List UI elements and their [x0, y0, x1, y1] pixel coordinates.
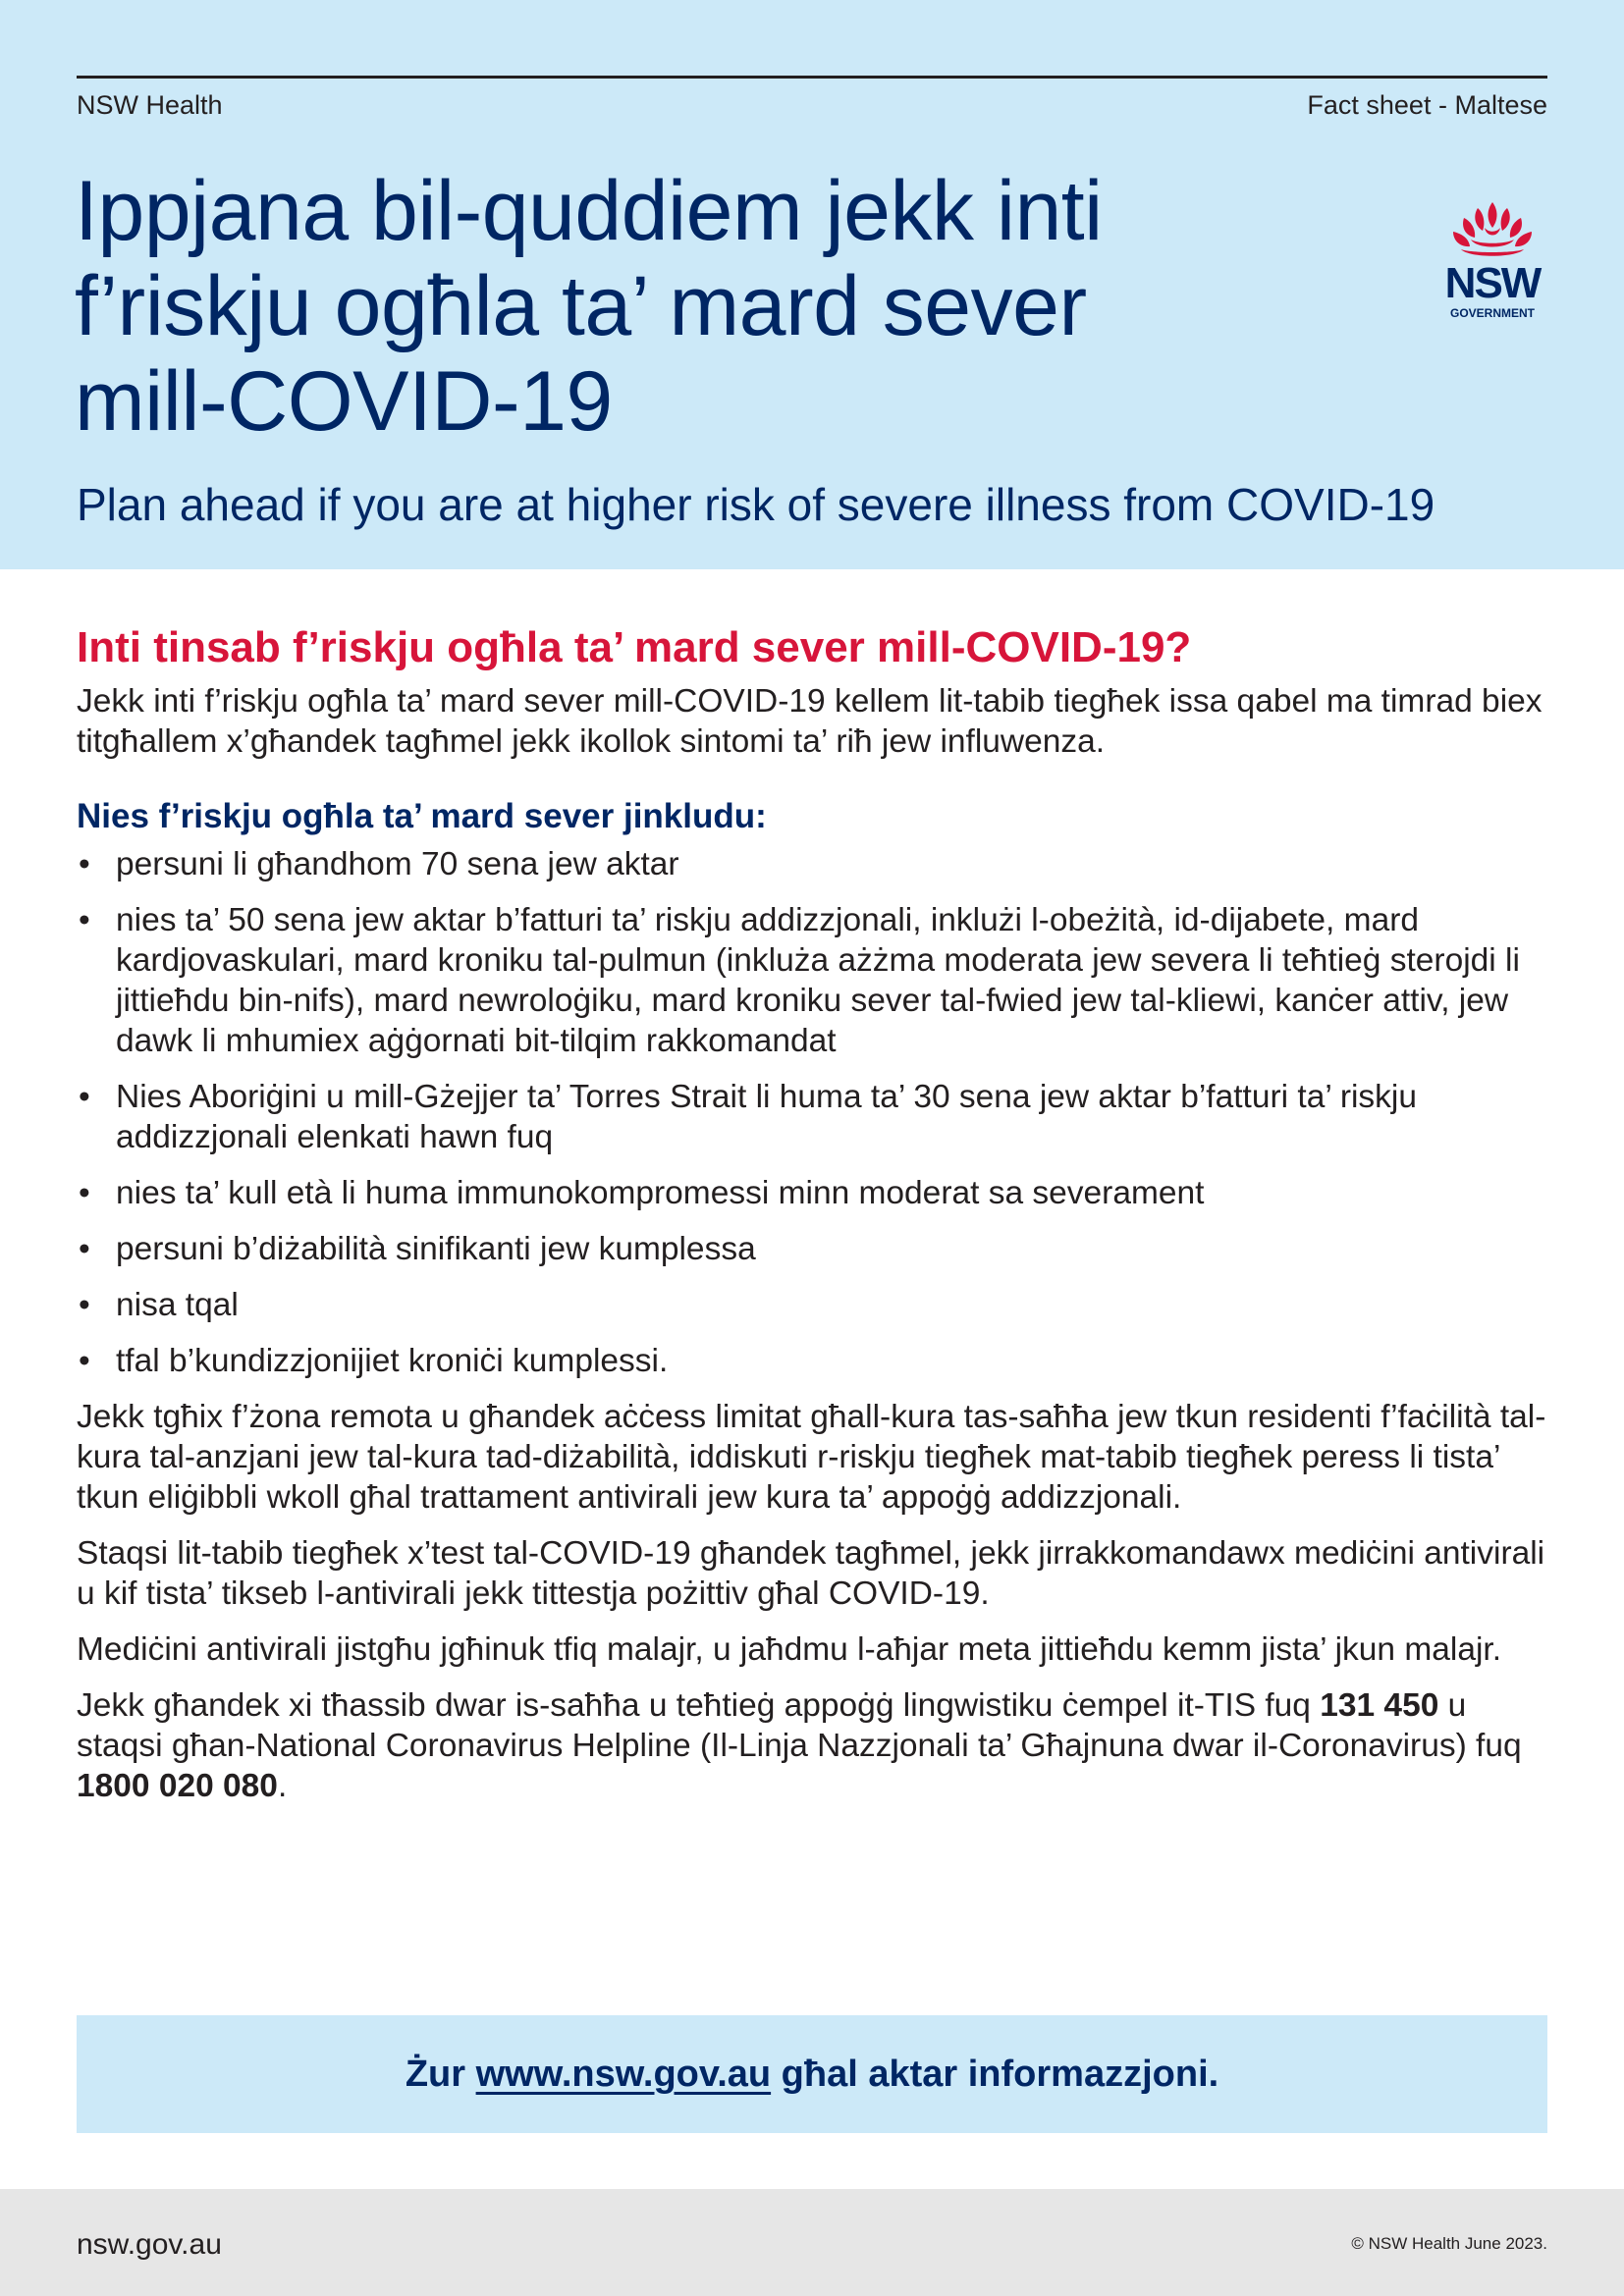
more-info-banner — [77, 2015, 1547, 2133]
list-item — [77, 900, 1549, 1061]
main-content — [77, 620, 1549, 1806]
header-divider — [77, 76, 1547, 79]
page-title — [75, 164, 1351, 450]
list-item — [77, 1341, 1549, 1381]
list-item — [77, 1173, 1549, 1213]
nsw-government-logo — [1432, 196, 1553, 334]
title-line-2: f’riskju ogħla ta’ mard sever — [75, 259, 1087, 353]
header-banner — [0, 0, 1624, 569]
bullet-icon: • — [79, 1287, 90, 1323]
help-text-part-2: u staqsi għan-National Coronavirus Helpline (Il-Linja Nazzjonali ta’ Għajnuna dwar il-Coronavirus) fuq — [77, 1687, 1522, 1764]
page-subtitle: Plan ahead if you are at higher risk of severe illness from COVID-19 — [77, 479, 1435, 530]
ask-doctor-paragraph: Staqsi lit-tabib tiegħek x’test tal-COVID-19 għandek tagħmel, jekk jirrakkomandawx mediċini antivirali u kif tista’ tikseb l-antivirali jekk tittestja pożittiv għal COVID-19. — [77, 1535, 1545, 1612]
list-item-text: nies ta’ kull età li huma immunokompromessi minn moderat sa severament — [116, 1175, 1205, 1211]
list-item-text: persuni b’diżabilità sinifikanti jew kumplessa — [116, 1231, 756, 1267]
bullet-icon: • — [79, 1231, 90, 1267]
help-text-part-1: Jekk għandek xi tħassib dwar is-saħħa u teħtieġ appoġġ lingwistiku ċempel it-TIS fuq — [77, 1687, 1321, 1724]
help-lines-paragraph — [77, 1685, 1549, 1806]
bullet-icon: • — [79, 1079, 90, 1115]
bullet-icon: • — [79, 846, 90, 882]
logo-government-text: GOVERNMENT — [1449, 306, 1535, 320]
more-info-text — [406, 2054, 1218, 2096]
list-item-text: tfal b’kundizzjonijiet kroniċi kumplessi. — [116, 1343, 669, 1379]
list-item-text: Nies Aboriġini u mill-Gżejjer ta’ Torres Strait li huma ta’ 30 sena jew aktar b’fatturi ta’ riskju addizzjonali elenkati hawn fuq — [116, 1079, 1418, 1155]
bullet-icon: • — [79, 1343, 90, 1379]
risk-groups-list — [77, 844, 1549, 1381]
tis-phone-number[interactable]: 131 450 — [1320, 1687, 1439, 1724]
cta-prefix: Żur — [405, 2053, 476, 2095]
list-item-text: nies ta’ 50 sena jew aktar b’fatturi ta’ riskju addizzjonali, inklużi l-obeżità, id-dijabete, mard kardjovaskulari, mard kroniku tal-pulmun (inkluża ażżma moderata jew severa li teħtieġ sterojdi li jittieħdu bin-nifs), mard newroloġiku, mard kroniku sever tal-fwied jew tal-kliewi, kanċer attiv, jew dawk li mhumiex aġġornati bit-tilqim rakkomandat — [116, 902, 1520, 1059]
helpline-phone-number[interactable]: 1800 020 080 — [77, 1768, 278, 1804]
section-heading: Inti tinsab f’riskju ogħla ta’ mard sever mill-COVID-19? — [77, 623, 1192, 671]
list-item — [77, 1285, 1549, 1325]
footer-website[interactable]: nsw.gov.au — [77, 2228, 222, 2261]
help-text-part-3: . — [277, 1768, 288, 1804]
bullet-icon: • — [79, 902, 90, 938]
intro-paragraph: Jekk inti f’riskju ogħla ta’ mard sever mill-COVID-19 kellem lit-tabib tiegħek issa qabel ma timrad biex titgħallem x’għandek tagħmel jekk ikollok sintomi ta’ riħ jew influwenza. — [77, 683, 1543, 760]
list-item — [77, 1229, 1549, 1269]
footer-copyright: © NSW Health June 2023. — [1351, 2234, 1547, 2253]
title-line-1: Ippjana bil-quddiem jekk inti — [75, 164, 1103, 258]
waratah-flower-icon — [1432, 196, 1553, 265]
list-item — [77, 1077, 1549, 1157]
list-item-text: persuni li għandhom 70 sena jew aktar — [116, 846, 679, 882]
title-line-3: mill-COVID-19 — [75, 354, 613, 449]
factsheet-label: Fact sheet - Maltese — [1307, 90, 1547, 120]
list-item-text: nisa tqal — [116, 1287, 239, 1323]
footer — [0, 2189, 1624, 2296]
list-item — [77, 844, 1549, 884]
cta-suffix: għal aktar informazzjoni. — [771, 2053, 1219, 2095]
logo-wordmark: NSW — [1444, 259, 1541, 307]
nsw-website-link[interactable]: www.nsw.gov.au — [475, 2053, 772, 2095]
bullet-icon: • — [79, 1175, 90, 1211]
organization-name: NSW Health — [77, 90, 223, 120]
antiviral-paragraph: Mediċini antivirali jistgħu jgħinuk tfiq malajr, u jaħdmu l-aħjar meta jittieħdu kemm jista’ jkun malajr. — [77, 1631, 1502, 1668]
risk-groups-heading: Nies f’riskju ogħla ta’ mard sever jinkludu: — [77, 797, 767, 835]
remote-care-paragraph: Jekk tgħix f’żona remota u għandek aċċess limitat għall-kura tas-saħħa jew tkun residenti f’faċilità tal-kura tal-anzjani jew tal-kura tad-diżabilità, iddiskuti r-riskju tiegħek mat-tabib tiegħek peress li tista’ tkun eliġibbli wkoll għal trattament antivirali jew kura ta’ appoġġ addizzjonali. — [77, 1399, 1546, 1516]
